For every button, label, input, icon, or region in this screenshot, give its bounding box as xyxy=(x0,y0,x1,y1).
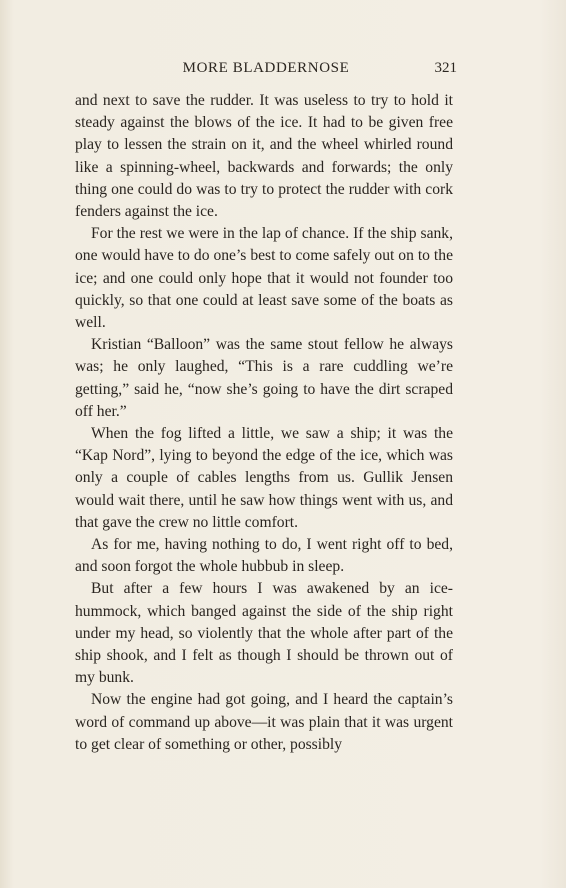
paragraph: and next to save the rudder. It was useless to try to hold it steady against the blows of the ice. It had to be given free play to lessen the strain on it, and the wheel whirled round like a spinning-wheel, backwards and forwards; the only thing one could do was to try to protect the rudder with cork fenders against the ice. xyxy=(75,92,453,221)
running-title: MORE BLADDERNOSE xyxy=(182,60,350,76)
page-header xyxy=(75,58,457,82)
paragraph: Kristian “Balloon” was the same stout fellow he always was; he only laughed, “This is a rare cuddling we’re getting,” said he, “now she’s going to have the dirt scraped off her.” xyxy=(75,336,453,420)
paragraph: When the fog lifted a little, we saw a ship; it was the “Kap Nord”, lying to beyond the edge of the ice, which was only a couple of cables lengths from us. Gullik Jensen would wait there, until he saw how things went with us, and that gave the crew no little comfort. xyxy=(75,425,453,531)
paragraph: For the rest we were in the lap of chance. If the ship sank, one would have to do one’s best to come safely out on to the ice; and one could only hope that it would not founder too quickly, so that one could at least save some of the boats as well. xyxy=(75,225,453,332)
paragraph: As for me, having nothing to do, I went right off to bed, and soon forgot the whole hubbub in sleep. xyxy=(75,536,453,576)
body-text xyxy=(75,90,453,756)
paragraph: But after a few hours I was awakened by an ice-hummock, which banged against the side of the ship right under my head, so violently that the whole after part of the ship shook, and I felt as though I should be thrown out of my bunk. xyxy=(75,580,453,687)
page-number: 321 xyxy=(434,60,457,76)
paragraph: Now the engine had got going, and I heard the captain’s word of command up above—it was plain that it was urgent to get clear of something or other, possibly xyxy=(75,691,453,753)
